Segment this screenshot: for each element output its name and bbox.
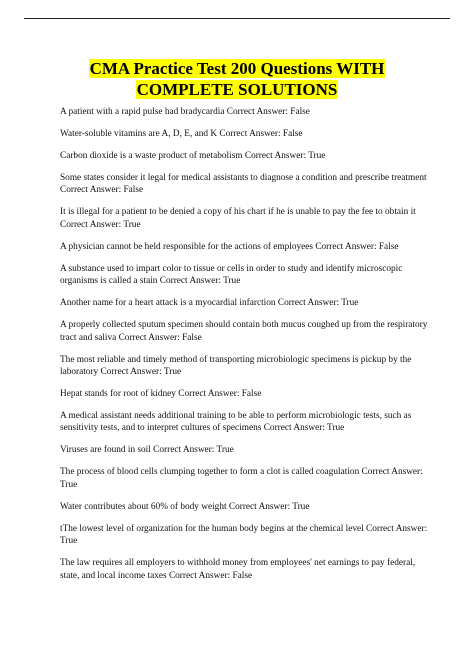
- question-item: The most reliable and timely method of transporting microbiologic specimens is pickup by the laboratory Correct Answer: True: [60, 354, 412, 378]
- title-line-2: COMPLETE SOLUTIONS: [136, 80, 338, 99]
- question-item: It is illegal for a patient to be denied a copy of his chart if he is unable to pay the fee to obtain it Correct Answer: True: [60, 207, 416, 230]
- question-item: Another name for a heart attack is a myocardial infarction Correct Answer: True: [60, 298, 359, 309]
- question-item: Water contributes about 60% of body weight Correct Answer: True: [60, 501, 310, 512]
- question-item: tThe lowest level of organization for the human body begins at the chemical level Correct Answer: True: [60, 523, 428, 547]
- question-item: A physician cannot be held responsible for the actions of employees Correct Answer: False: [60, 241, 399, 252]
- question-item: A properly collected sputum specimen should contain both mucus coughed up from the respiratory tract and saliva Correct Answer: False: [60, 320, 428, 343]
- question-item: Some states consider it legal for medical assistants to diagnose a condition and prescribe treatment Correct Answer: False: [60, 173, 427, 196]
- title-block: [0, 58, 474, 100]
- question-item: A patient with a rapid pulse had bradycardia Correct Answer: False: [60, 107, 310, 117]
- question-item: Water-soluble vitamins are A, D, E, and K Correct Answer: False: [60, 129, 303, 139]
- header-divider: [24, 18, 450, 19]
- document-title: [89, 58, 386, 100]
- question-item: A medical assistant needs additional training to be able to perform microbiologic tests, such as sensitivity tests, and to interpret cultures of specimens Correct Answer: True: [60, 411, 412, 434]
- question-item: Carbon dioxide is a waste product of metabolism Correct Answer: True: [60, 151, 326, 161]
- title-line-1: CMA Practice Test 200 Questions WITH: [89, 59, 385, 78]
- question-item: A substance used to impart color to tissue or cells in order to study and identify microscopic organisms is called a stain Correct Answer: True: [60, 263, 403, 287]
- question-item: Viruses are found in soil Correct Answer: True: [60, 445, 234, 456]
- question-item: The law requires all employers to withhold money from employees' net earnings to pay federal, state, and local income taxes Correct Answer: False: [60, 558, 416, 581]
- question-item: The process of blood cells clumping together to form a clot is called coagulation Correct Answer: True: [60, 467, 423, 490]
- question-list: [60, 106, 432, 592]
- question-item: Hepat stands for root of kidney Correct Answer: False: [60, 389, 262, 400]
